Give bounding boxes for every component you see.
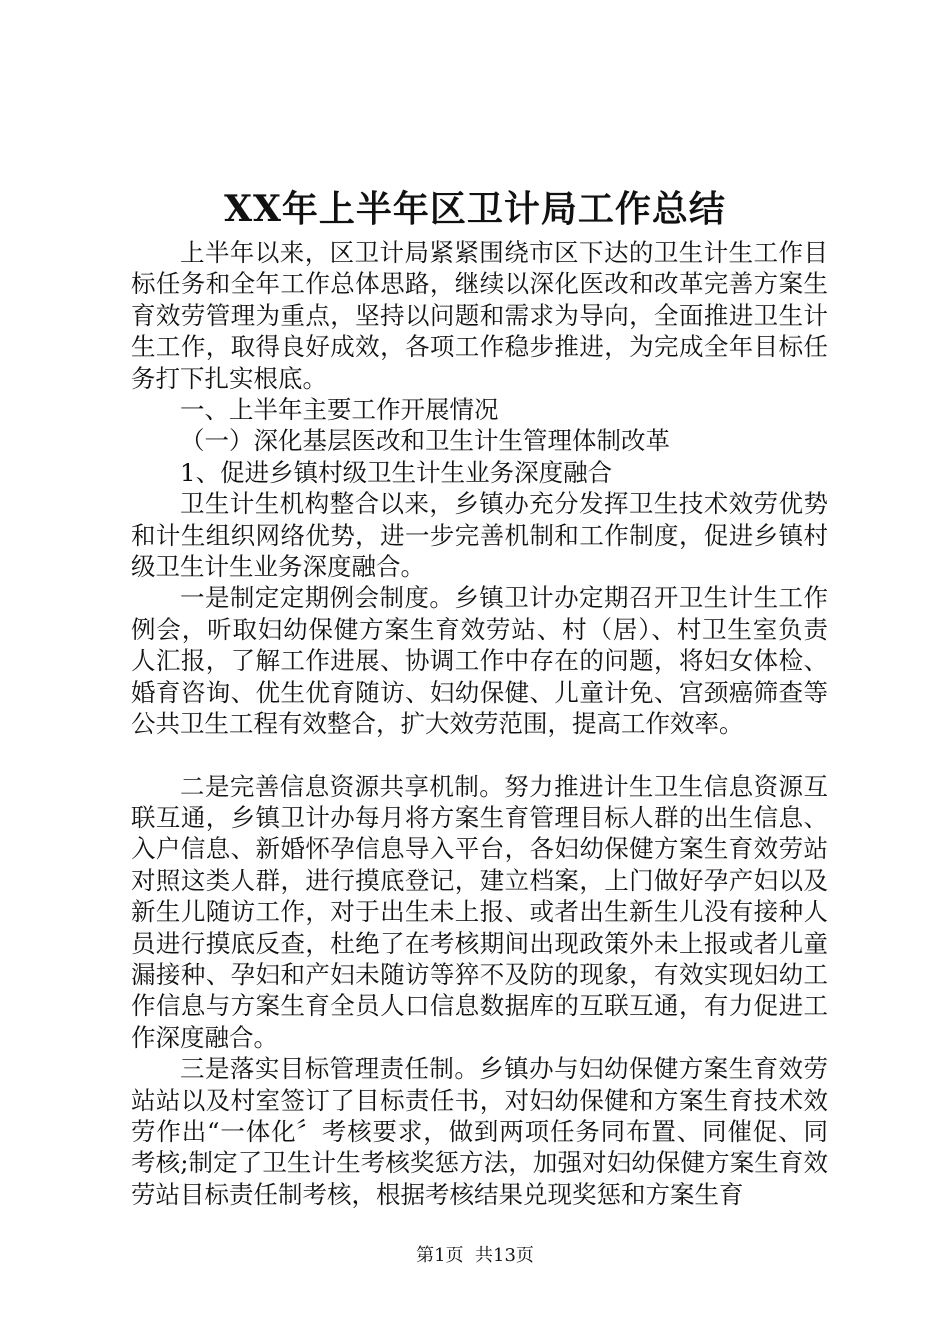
paragraph-meeting-system: 一是制定定期例会制度。乡镇卫计办定期召开卫生计生工作例会，听取妇幼保健方案生育效劳站、村（居）、村卫生室负责人汇报，了解工作进展、协调工作中存在的问题，将妇女体检、婚育咨询、优生优育随访、妇幼保健、儿童计免、宫颈癌筛查等公共卫生工程有效整合，扩大效劳范围，提高工作效率。 xyxy=(131,583,828,739)
heading-item-one: 1、促进乡镇村级卫生计生业务深度融合 xyxy=(180,457,613,487)
paragraph-gap xyxy=(131,740,828,771)
heading-subsection-one: （一）深化基层医改和卫生计生管理体制改革 xyxy=(180,426,670,456)
paragraph-intro: 上半年以来，区卫计局紧紧围绕市区下达的卫生计生工作目标任务和全年工作总体思路，继续以深化医改和改革完善方案生育效劳管理为重点，坚持以问题和需求为导向，全面推进卫生计生工作，取得良好成效，各项工作稳步推进，为完成全年目标任务打下扎实根底。 xyxy=(131,238,828,393)
heading-section-one: 一、上半年主要工作开展情况 xyxy=(180,395,499,425)
document-body xyxy=(131,237,828,1210)
paragraph-integration: 卫生计生机构整合以来，乡镇办充分发挥卫生技术效劳优势和计生组织网络优势，进一步完善机制和工作制度，促进乡镇村级卫生计生业务深度融合。 xyxy=(131,489,828,582)
page-number: 第1页 xyxy=(416,1245,464,1266)
document-title: XX年上半年区卫计局工作总结 xyxy=(224,188,726,230)
paragraph-info-sharing: 二是完善信息资源共享机制。努力推进计生卫生信息资源互联互通，乡镇卫计办每月将方案生育管理目标人群的出生信息、入户信息、新婚怀孕信息导入平台，各妇幼保健方案生育效劳站对照这类人群，进行摸底登记，建立档案，上门做好孕产妇以及新生儿随访工作，对于出生未上报、或者出生新生儿没有接种人员进行摸底反查，杜绝了在考核期间出现政策外未上报或者儿童漏接种、孕妇和产妇未随访等猝不及防的现象，有效实现妇幼工作信息与方案生育全员人口信息数据库的互联互通，有力促进工作深度融合。 xyxy=(131,771,828,1052)
page-footer xyxy=(0,1244,950,1268)
page-total: 共13页 xyxy=(475,1245,534,1266)
paragraph-responsibility: 三是落实目标管理责任制。乡镇办与妇幼保健方案生育效劳站站以及村室签订了目标责任书，对妇幼保健和方案生育技术效劳作出“一体化〞考核要求，做到两项任务同布置、同催促、同考核;制定了卫生计生考核奖惩方法，加强对妇幼保健方案生育效劳站目标责任制考核，根据考核结果兑现奖惩和方案生育 xyxy=(131,1054,828,1209)
